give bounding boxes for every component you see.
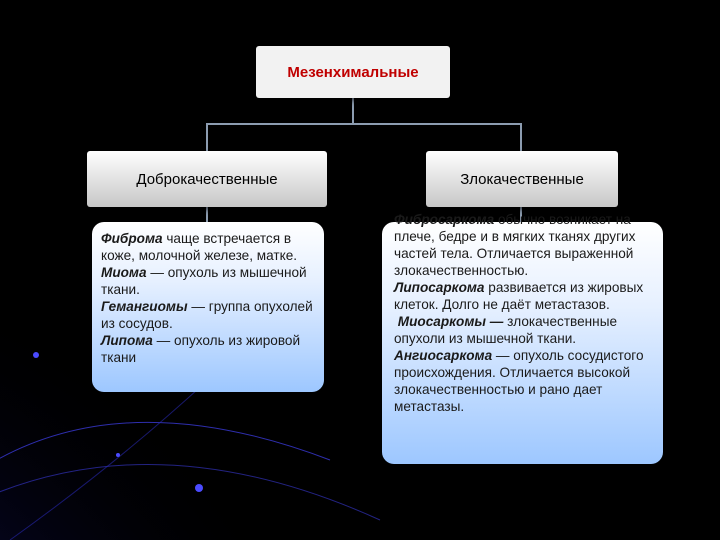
angiosarcoma-text: — опухоль сосудистого происхождения. Отличается высокой злокачественностью и рано дает метастазы. [394, 348, 644, 414]
hemangioma-text: — группа опухолей из сосудов. [101, 299, 313, 331]
lipoma-term: Липома [101, 333, 153, 348]
fibroma-text: чаще встречается в коже, молочной железе, матке. [101, 231, 298, 263]
root-label: Мезенхимальные [287, 63, 419, 81]
connector-to-benign [206, 123, 208, 151]
miosarcoma-term: Миосаркомы — [397, 314, 504, 329]
connector-to-malignant [520, 123, 522, 151]
connector-benign-desc [206, 207, 208, 222]
benign-description-box [92, 222, 324, 392]
liposarcoma-text: развивается из жировых клеток. Долго не даёт метастазов. [394, 280, 644, 312]
benign-label: Доброкачественные [136, 170, 278, 188]
miosarcoma-text: злокачественные опухоли из мышечной ткани. [394, 314, 618, 346]
malignant-label: Злокачественные [460, 170, 584, 188]
fibrosarcoma-text: обычно возникает на плече, бедре и в мягких тканях других частей тела. Отличается выраженной злокачественностью. [394, 212, 636, 278]
liposarcoma-term: Липосаркома [394, 280, 485, 295]
malignant-node [426, 151, 618, 207]
root-node [256, 46, 450, 98]
connector-horizontal [206, 123, 522, 125]
angiosarcoma-term: Ангиосаркома [394, 348, 493, 363]
malignant-description-box [382, 212, 663, 464]
hemangioma-term: Гемангиомы [101, 299, 188, 314]
fibroma-term: Фиброма [101, 231, 163, 246]
lipoma-text: — опухоль из жировой ткани [101, 333, 301, 365]
connector-root-down [352, 98, 354, 124]
mioma-term: Миома [101, 265, 147, 280]
mioma-text: — опухоль из мышечной ткани. [101, 265, 307, 297]
benign-node [87, 151, 327, 207]
fibrosarcoma-term: Фибросаркома [394, 212, 495, 227]
